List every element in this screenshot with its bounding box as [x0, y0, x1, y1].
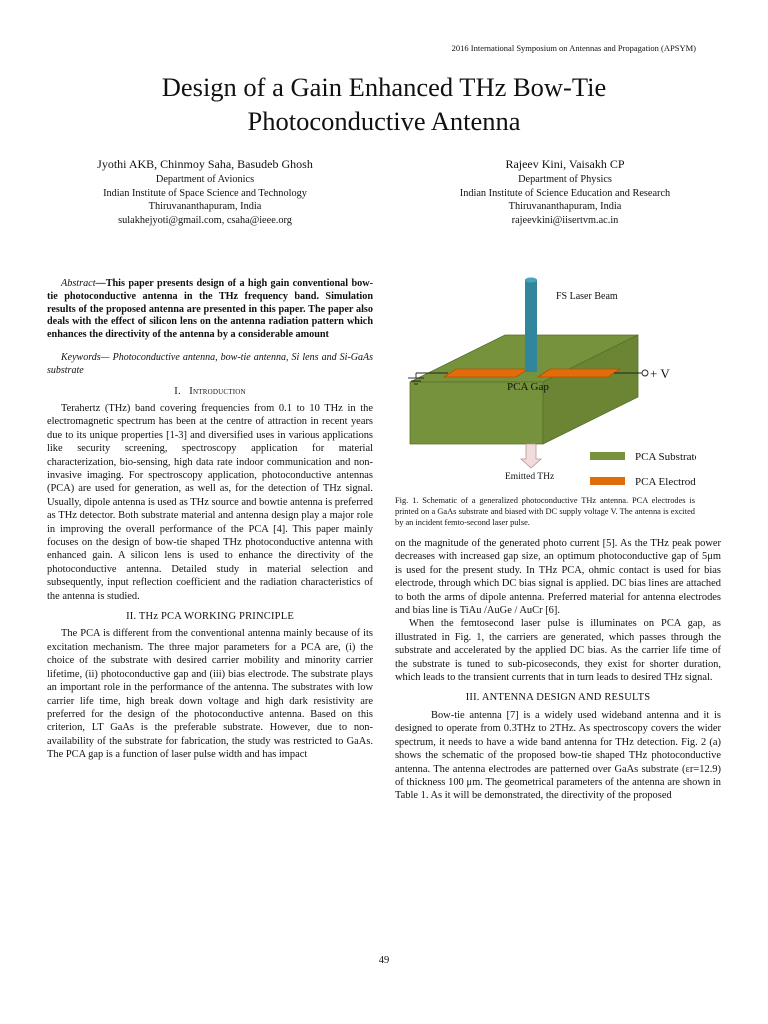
voltage-terminal-icon [642, 370, 648, 376]
laser-beam-top [525, 278, 537, 283]
gap-label: PCA Gap [507, 381, 549, 393]
page-number: 49 [378, 955, 390, 966]
figure-caption: Fig. 1. Schematic of a generalized photoconductive THz antenna. PCA electrodes is printed on a GaAs substrate and biased with DC supply voltage V. The antenna is excited by an incident femto-second laser pulse. [395, 496, 695, 527]
abstract [47, 278, 373, 342]
author-city: Thiruvananthapuram, India [148, 201, 262, 213]
keywords-text: — Photoconductive antenna, bow-tie antenna, Si lens and Si-GaAs substrate [47, 351, 373, 376]
legend-substrate: PCA Substrate [635, 451, 696, 463]
electrode-left [444, 369, 528, 377]
author-institute: Indian Institute of Space Science and Technology [103, 187, 307, 199]
author-city: Thiruvananthapuram, India [508, 201, 622, 213]
right-paragraph-3: Bow-tie antenna [7] is a widely used wideband antenna and it is designed to operate from 0.3THz to 2THz. As spectroscopy covers the wider spectrum, it needs to have a wide band antenna for THz detection. Fig. 2 (a) shows the schematic of the proposed bow-tie shaped THz photoconductive antenna. The antenna electrodes are patterned over GaAs substrate (εr=12.9) of thickness 100 μm. The geometrical parameters of the antenna are shown in Table 1. As it will be demonstrated, the directivity of the proposed [395, 709, 721, 802]
paper-title [0, 70, 768, 138]
emitted-label: Emitted THz [505, 472, 555, 482]
author-dept: Department of Avionics [155, 174, 255, 185]
introduction-paragraph: Terahertz (THz) band covering frequencies from 0.1 to 10 THz in the electromagnetic spectrum has been at the centre of attraction in recent years due to its unique properties [1-3] and diversified uses in various applications like security screening, spectroscopy application for material characterization, bio-sensing, high data rate indoor communication and non-invasive imaging. For spectroscopy application, photoconductive antennas (PCA) are used for generation, as well as, for the detection of THz signal. Usually, dipole antenna is used as THz source and bowtie antenna is preferred as THz detector. Both substrate material and antenna design play a major role in improving the overall performance of the PCA [4]. This paper mainly focuses on the design of bow-tie shaped THz photoconductive antenna with enhanced gain. A silicon lens is used to enhance the directivity of the photoconductive antenna. Detailed study in material selection and subsequently, input reflection coefficient and the radiation characteristics of the antenna is studied. [47, 402, 373, 602]
figure-1 [398, 272, 696, 487]
author-institute: Indian Institute of Science Education and Research [459, 187, 671, 199]
section-heading-antenna-design: III. ANTENNA DESIGN AND RESULTS [465, 692, 651, 704]
author-names: Jyothi AKB, Chinmoy Saha, Basudeb Ghosh [97, 157, 313, 171]
pca-schematic-diagram [398, 272, 696, 487]
author-email: rajeevkini@iisertvm.ac.in [511, 214, 619, 226]
keywords-lead: Keywords [61, 351, 101, 363]
section-heading-introduction: I. Introduction [174, 385, 246, 397]
electrode-right [538, 369, 620, 377]
author-block-left [55, 156, 355, 227]
conference-header: 2016 International Symposium on Antennas and Propagation (APSYM) [451, 43, 696, 53]
author-names: Rajeev Kini, Vaisakh CP [505, 157, 625, 171]
author-dept: Department of Physics [518, 174, 612, 185]
legend-electrode: PCA Electrode [635, 476, 696, 487]
working-principle-paragraph: The PCA is different from the conventional antenna mainly because of its excitation mechanism. The three major parameters for a PCA are, (i) the choice of the substrate with desired carrier mobility and minority carrier lifetime, (ii) photoconductive gap and (iii) bias electrode. The substrate plays an important role in the performance of the antenna. The substrates with low carrier life time, high break down voltage and high dark resistivity are preferred for the design of the photoconductive antenna. Based on this criterion, LT GaAs is the preferable substrate. However, due to non-availability of the substrate for fabrication, the study was restricted to GaAs. The PCA gap is a function of laser pulse width and has impact [47, 628, 373, 761]
keywords [47, 352, 373, 378]
legend-swatch-substrate [590, 452, 625, 460]
abstract-lead: Abstract [61, 278, 96, 289]
legend-swatch-electrode [590, 477, 625, 485]
right-column [395, 537, 721, 803]
laser-beam [525, 280, 537, 372]
title-line-1: Design of a Gain Enhanced THz Bow-Tie [161, 72, 607, 102]
abstract-text: —This paper presents design of a high gain conventional bow-tie photoconductive antenna in the THz frequency band. Simulation results of the proposed antenna are presented in this paper. The paper also deals with the effect of silicon lens on the antenna radiation pattern which enhances the directivity of the antenna by a considerable amount [47, 278, 373, 341]
author-email: sulakhejyoti@gmail.com, csaha@ieee.org [118, 214, 292, 226]
left-column [47, 278, 373, 762]
author-block-right [415, 156, 715, 227]
right-paragraph-1: on the magnitude of the generated photo current [5]. As the THz peak power decreases with increased gap size, an optimum photoconductive gap of 5μm is used for the present study. In THz PCA, ohmic contact is used for bias electrode, through which DC bias signal is applied. DC bias lines are attached to both the arms of dipole antenna. Preferred material for antenna electrodes and bias line is TiAu /AuGe / AuCr [6]. [395, 538, 721, 617]
laser-label: FS Laser Beam [556, 291, 618, 302]
emitted-thz-arrow [521, 444, 541, 468]
right-paragraph-2: When the femtosecond laser pulse is illuminates on PCA gap, as illustrated in Fig. 1, the carriers are generated, which passes through the substrate and accelerated by the applied DC bias. As the carrier life time of the substrate is tuned to sub-picoseconds, they exist for shorter duration, which leads to the transient currents that in turn leads to desired THz signal. [395, 618, 721, 684]
title-line-2: Photoconductive Antenna [247, 106, 521, 136]
section-heading-working-principle: II. THz PCA WORKING PRINCIPLE [126, 611, 294, 623]
voltage-label: + V [650, 366, 670, 381]
